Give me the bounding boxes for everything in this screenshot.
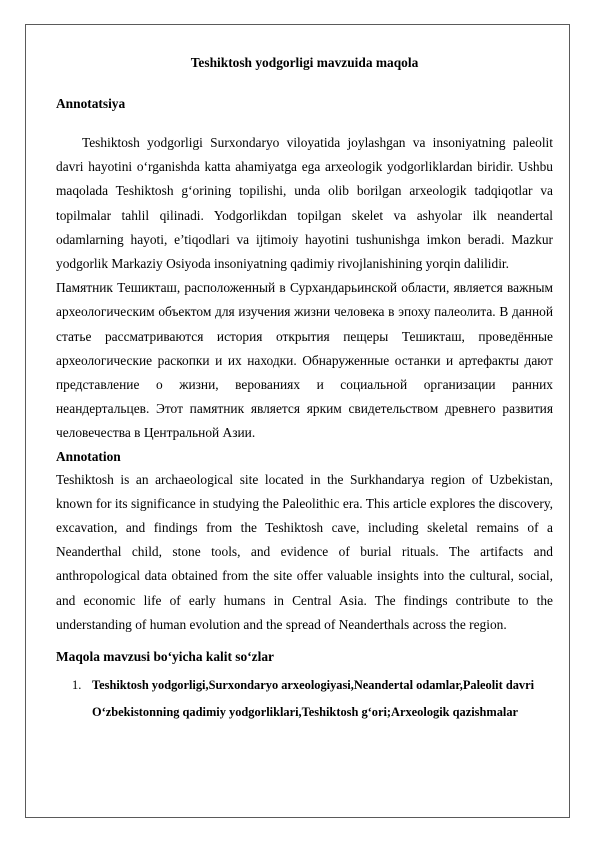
list-item <box>56 672 553 725</box>
keywords-list <box>56 672 553 725</box>
annotatsiya-heading: Annotatsiya <box>56 96 126 111</box>
annotation-heading: Annotation <box>56 448 121 464</box>
russian-abstract-paragraph: Памятник Тешикташ, расположенный в Сурхандарьинской области, является важным археологическим объектом для изучения жизни человека в эпоху палеолита. В данной статье рассматриваются история открытия пещеры Тешикташ, проведённые археологические раскопки и их находки. Обнаруженные останки и артефакты дают представление о жизни, верованиях и социальной организации ранних неандертальцев. Этот памятник является ярким свидетельством древнего развития человечества в Центральной Азии. <box>56 280 553 441</box>
article-title: Teshiktosh yodgorligi mavzuida maqola <box>190 55 419 70</box>
english-abstract-paragraph: Teshiktosh is an archaeological site located in the Surkhandarya region of Uzbekistan, known for its significance in studying the Paleolithic era. This article explores the discovery, excavation, and findings from the Teshiktosh cave, including skeletal remains of a Neanderthal child, stone tools, and evidence of burial rituals. The artifacts and anthropological data obtained from the site offer valuable insights into the cultural, social, and economic life of early humans in Central Asia. The findings contribute to the understanding of human evolution and the spread of Neanderthals across the region. <box>56 471 553 632</box>
document-page <box>56 54 553 725</box>
keywords-heading: Maqola mavzusi bo‘yicha kalit so‘zlar <box>56 649 274 665</box>
keywords-line: O‘zbekistonning qadimiy yodgorliklari,Teshiktosh g‘ori;Arxeologik qazishmalar <box>92 704 519 719</box>
annotatsiya-paragraph: Teshiktosh yodgorligi Surxondaryo viloyatida joylashgan va insoniyatning paleolit davri hayotini o‘rganishda katta ahamiyatga ega arxeologik yodgorliklardan biridir. Ushbu maqolada Teshiktosh g‘orining topilishi, unda olib borilgan arxeologik tadqiqotlar va topilmalar tahlil qilinadi. Yodgorlikdan topilgan skelet va ashyolar ilk neandertal odamlarning hayoti, e’tiqodlari va ijtimoiy hayotini tushunishga imkon beradi. Mazkur yodgorlik Markaziy Osiyoda insoniyatning qadimiy rivojlanishining yorqin dalilidir. <box>56 135 553 272</box>
list-item-number: 1. <box>72 678 82 693</box>
keywords-line: Teshiktosh yodgorligi,Surxondaryo arxeologiyasi,Neandertal odamlar,Paleolit davri <box>92 678 535 693</box>
